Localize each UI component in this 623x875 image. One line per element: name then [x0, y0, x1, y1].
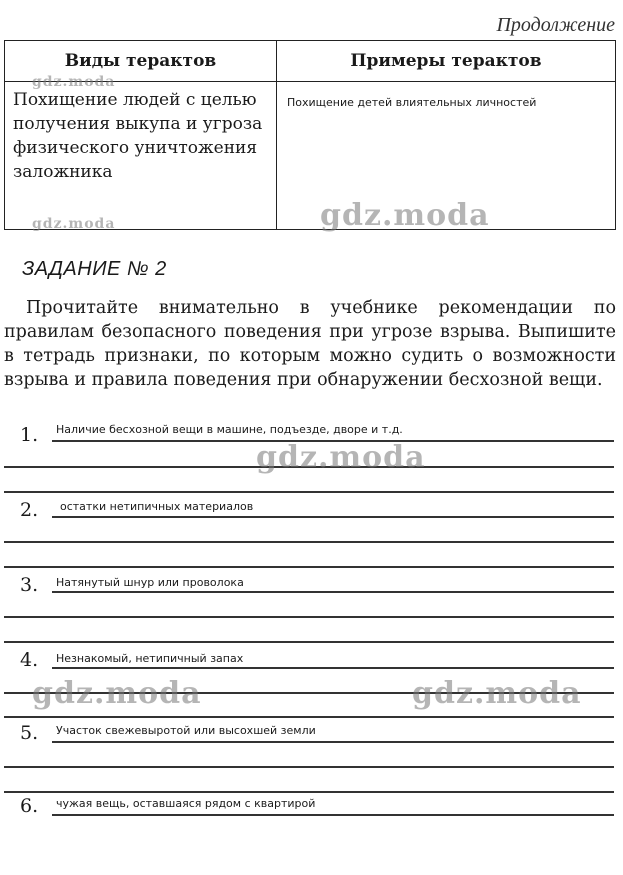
writing-line	[4, 541, 614, 543]
answer-number: 4.	[20, 649, 39, 671]
watermark: gdz.moda	[320, 198, 490, 233]
writing-line	[52, 814, 614, 816]
column-header-examples: Примеры терактов	[277, 41, 616, 82]
writing-line	[52, 667, 614, 669]
writing-line	[4, 716, 614, 718]
writing-line	[52, 440, 614, 442]
watermark: gdz.moda	[32, 216, 116, 232]
terror-example-cell: Похищение детей влиятельных личностей	[277, 82, 616, 230]
answer-text: Натянутый шнур или проволока	[56, 576, 244, 589]
writing-line	[4, 616, 614, 618]
task-instructions: Прочитайте внимательно в учебнике рекомендации по правилам безопасного поведения при угрозе взрыва. Выпишите в тетрадь признаки, по которым можно судить о возможности взрыва и правила поведения при обнаружении бесхозной вещи.	[4, 298, 616, 390]
answer-text: Участок свежевыротой или высохшей земли	[56, 724, 316, 737]
watermark: gdz.moda	[256, 440, 426, 475]
answer-text: Незнакомый, нетипичный запах	[56, 652, 244, 665]
answer-number: 1.	[20, 424, 39, 446]
terror-type-cell: Похищение людей с целью получения выкупа и угроза физического уничтожения заложника	[5, 82, 277, 230]
writing-line	[52, 741, 614, 743]
answer-text: Наличие бесхозной вещи в машине, подъезде, дворе и т.д.	[56, 423, 403, 436]
writing-line	[52, 591, 614, 593]
table-header-row	[5, 41, 616, 82]
writing-line	[4, 692, 614, 694]
watermark: gdz.moda	[412, 676, 582, 711]
answer-text: остатки нетипичных материалов	[60, 500, 254, 513]
answer-number: 5.	[20, 722, 39, 744]
table-row	[5, 82, 616, 230]
column-header-types: Виды терактов	[5, 41, 277, 82]
watermark: gdz.moda	[32, 676, 202, 711]
watermark: gdz.moda	[32, 74, 116, 90]
writing-line	[52, 516, 614, 518]
task-title: ЗАДАНИЕ № 2	[22, 258, 167, 280]
answer-text: чужая вещь, оставшаяся рядом с квартирой	[56, 797, 316, 810]
writing-line	[4, 791, 614, 793]
writing-line	[4, 491, 614, 493]
writing-line	[4, 466, 614, 468]
writing-line	[4, 641, 614, 643]
answer-number: 6.	[20, 795, 39, 817]
terror-types-table	[4, 40, 616, 230]
writing-line	[4, 766, 614, 768]
answer-number: 2.	[20, 499, 39, 521]
writing-line	[4, 566, 614, 568]
continuation-label: Продолжение	[496, 14, 615, 36]
answer-number: 3.	[20, 574, 39, 596]
